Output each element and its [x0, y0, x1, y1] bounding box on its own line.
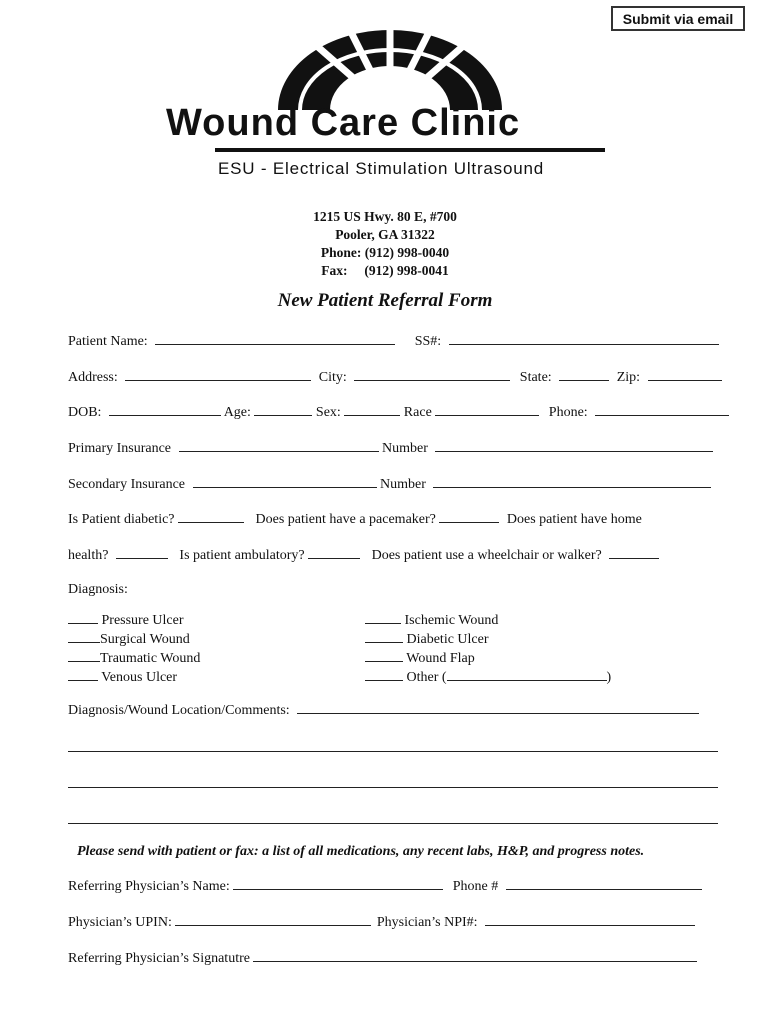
diabetic-field[interactable] — [178, 510, 244, 523]
wheelchair-label: Does patient use a wheelchair or walker? — [371, 548, 602, 563]
primary-number-label: Number — [382, 441, 428, 456]
pacemaker-label: Does patient have a pacemaker? — [255, 512, 436, 527]
address-label: Address: — [68, 370, 118, 385]
form-title: New Patient Referral Form — [277, 290, 493, 311]
secondary-insurance-row — [68, 475, 711, 493]
signature-row — [68, 949, 697, 967]
clinic-name: Wound Care Clinic — [166, 102, 521, 144]
state-label: State: — [519, 370, 552, 385]
dob-field[interactable] — [109, 403, 221, 416]
age-label: Age: — [223, 405, 251, 420]
primary-insurance-field[interactable] — [179, 439, 379, 452]
comments-field[interactable] — [297, 701, 699, 714]
zip-field[interactable] — [648, 368, 722, 381]
diagnosis-right-list — [365, 611, 611, 687]
patient-name-row — [68, 332, 719, 350]
city-field[interactable] — [354, 368, 510, 381]
home-health-field[interactable] — [116, 546, 168, 559]
dob-label: DOB: — [68, 405, 102, 420]
physician-ids-row — [68, 913, 695, 931]
diagnosis-option[interactable]: Diabetic Ulcer — [365, 630, 611, 649]
address-row — [68, 368, 722, 386]
comments-line-4[interactable] — [68, 823, 718, 824]
diagnosis-option[interactable]: Traumatic Wound — [68, 649, 200, 668]
diabetic-label: Is Patient diabetic? — [68, 512, 175, 527]
secondary-insurance-field[interactable] — [193, 475, 377, 488]
secondary-number-field[interactable] — [433, 475, 711, 488]
zip-label: Zip: — [616, 370, 641, 385]
ss-field[interactable] — [449, 332, 719, 345]
address-phone: Phone: (912) 998-0040 — [320, 245, 450, 260]
physician-phone-field[interactable] — [506, 877, 702, 890]
upin-field[interactable] — [175, 913, 371, 926]
sex-field[interactable] — [344, 403, 400, 416]
primary-number-field[interactable] — [435, 439, 713, 452]
instructions-note: Please send with patient or fax: a list of all medications, any recent labs, H&P, and progress notes. — [77, 844, 645, 859]
race-field[interactable] — [435, 403, 539, 416]
home-health-label-1: Does patient have home — [506, 512, 642, 527]
wheelchair-field[interactable] — [609, 546, 659, 559]
comments-line-2[interactable] — [68, 751, 718, 752]
race-label: Race — [403, 405, 432, 420]
referring-physician-row — [68, 877, 702, 895]
physician-phone-label: Phone # — [452, 879, 499, 894]
home-health-label-2: health? — [68, 548, 109, 563]
npi-field[interactable] — [485, 913, 695, 926]
primary-insurance-label: Primary Insurance — [68, 441, 172, 456]
address-street: 1215 US Hwy. 80 E, #700 — [313, 209, 457, 224]
diagnosis-option-other[interactable]: Other ( ) — [365, 668, 611, 687]
diagnosis-option[interactable]: Venous Ulcer — [68, 668, 200, 687]
diagnosis-option[interactable]: Wound Flap — [365, 649, 611, 668]
address-field[interactable] — [125, 368, 311, 381]
age-field[interactable] — [254, 403, 312, 416]
demographics-row — [68, 403, 729, 421]
patient-name-field[interactable] — [155, 332, 395, 345]
sex-label: Sex: — [315, 405, 341, 420]
address-city: Pooler, GA 31322 — [335, 227, 435, 242]
ambulatory-label: Is patient ambulatory? — [179, 548, 305, 563]
diagnosis-option[interactable]: Ischemic Wound — [365, 611, 611, 630]
signature-label: Referring Physician’s Signatutre — [68, 951, 250, 966]
referring-name-label: Referring Physician’s Name: — [68, 879, 230, 894]
city-label: City: — [318, 370, 347, 385]
medical-questions-row-1 — [68, 510, 642, 528]
upin-label: Physician’s UPIN: — [68, 915, 172, 930]
diagnosis-option[interactable]: Surgical Wound — [68, 630, 200, 649]
diagnosis-option[interactable]: Pressure Ulcer — [68, 611, 200, 630]
ambulatory-field[interactable] — [308, 546, 360, 559]
clinic-address — [0, 208, 770, 280]
primary-insurance-row — [68, 439, 713, 457]
diagnosis-label: Diagnosis: — [68, 582, 128, 597]
comments-label: Diagnosis/Wound Location/Comments: — [68, 703, 290, 718]
phone-label: Phone: — [548, 405, 588, 420]
submit-via-email-button[interactable]: Submit via email — [611, 6, 745, 31]
comments-line-3[interactable] — [68, 787, 718, 788]
phone-field[interactable] — [595, 403, 729, 416]
pacemaker-field[interactable] — [439, 510, 499, 523]
clinic-subtitle: ESU - Electrical Stimulation Ultrasound — [218, 159, 544, 178]
address-fax: Fax: (912) 998-0041 — [321, 263, 449, 278]
comments-row — [68, 701, 699, 719]
diagnosis-left-list — [68, 611, 200, 687]
secondary-insurance-label: Secondary Insurance — [68, 477, 186, 492]
state-field[interactable] — [559, 368, 609, 381]
secondary-number-label: Number — [380, 477, 426, 492]
referring-name-field[interactable] — [233, 877, 443, 890]
ss-label: SS#: — [414, 334, 442, 349]
medical-questions-row-2 — [68, 546, 659, 564]
patient-name-label: Patient Name: — [68, 334, 148, 349]
signature-field[interactable] — [253, 949, 697, 962]
npi-label: Physician’s NPI#: — [376, 915, 478, 930]
